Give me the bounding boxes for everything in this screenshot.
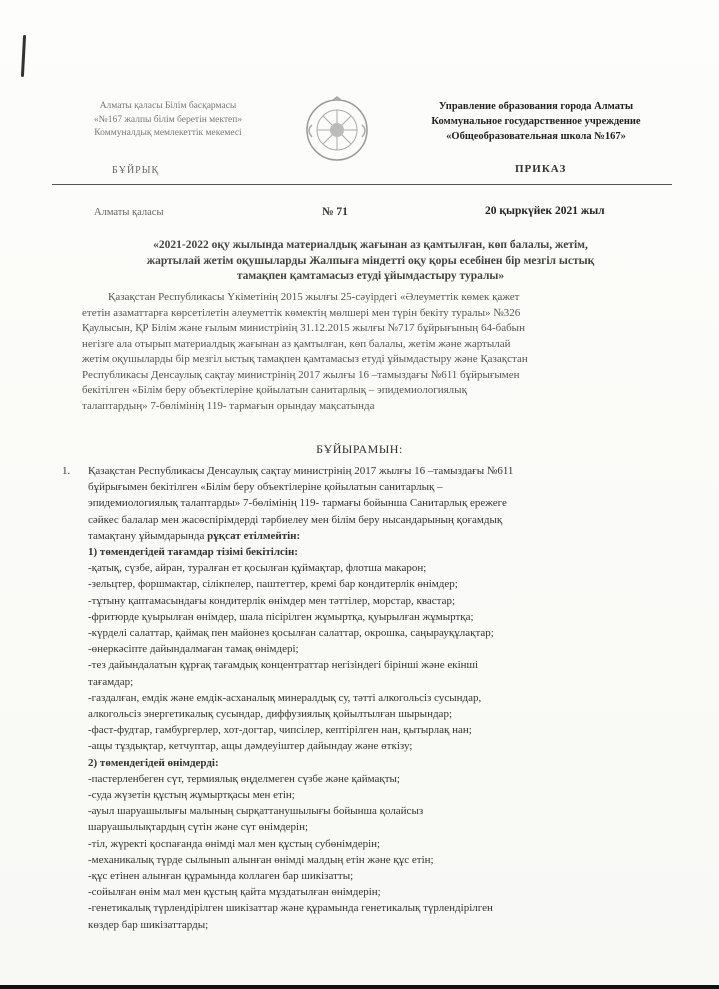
list-item: -суда жүзетін құстың жұмыртқасы мен етін; (88, 789, 295, 802)
order-label-ru: ПРИКАЗ (515, 163, 567, 175)
emphasis-text: рұқсат етілмейтін: (207, 529, 301, 542)
list-item: -газдалған, емдік және емдік-асханалық минералдық су, тәтті алкогольсіз сусындар, (88, 691, 482, 704)
kazakhstan-emblem-icon (302, 95, 372, 165)
list-item: тағамдар; (88, 675, 134, 688)
document-title (78, 238, 663, 285)
list-item: -сойылған өнім мал мен құстың қайта мұздатылған өнімдерін; (88, 886, 381, 899)
list-item: -зельцтер, форшмактар, сілікпелер, паштеттер, кремі бар кондитерлік өнімдер; (88, 578, 458, 591)
handwritten-mark (21, 35, 26, 77)
scan-bottom-edge (0, 985, 719, 989)
preamble-line: ететін азаматтарға көрсетілетін әлеуметтік көмектің мөлшері мен түрін бекіту туралы» №326 (82, 306, 521, 319)
list-item: -ащы тұздықтар, кетчуптар, ащы дәмдеуіштер дайындау және өткізу; (88, 740, 413, 753)
decree-heading: БҰЙЫРАМЫН: (316, 442, 403, 456)
list-item: -тұтыну қаптамасындағы кондитерлік өнімдер мен тәттілер, морстар, квастар; (88, 594, 456, 607)
preamble-line: Қазақстан Республикасы Үкіметінің 2015 жылғы 25-сәуірдегі «Әлеуметтік көмек қажет (108, 291, 520, 303)
header-ru-line: Управление образования города Алматы (438, 101, 634, 112)
list-item: -пастерленбеген сүт, термиялық өңделмеген сүзбе және қаймақты; (88, 772, 400, 785)
preamble-line: бекітілген «Білім беру объектілеріне қойылатын санитарлық – эпидемиологиялық (82, 384, 467, 396)
header-russian (400, 99, 672, 144)
title-line: тамақпен қамтамасыз етуді ұйымдастыру туралы» (236, 270, 505, 282)
header-kz-line: Алматы қаласы Білім басқармасы (99, 101, 237, 111)
header-ru-line: Коммунальное государственное учреждение (431, 116, 641, 127)
preamble-line: талаптардың» 7-бөлімінің 119- тармағын орындау мақсатында (82, 399, 375, 412)
list-item: көздер бар шикізаттарды; (88, 918, 209, 931)
item-1-line: сәйкес балалар мен жасөспірімдерді тәрбиелеу мен білім беру нысандарының қоғамдық (88, 513, 503, 526)
list-item: -тез дайындалатын құрғақ тағамдық концентраттар негізіндегі бірінші және екінші (88, 659, 479, 672)
item-1-line: эпидемиологиялық талаптарды» 7-бөлімінің 119- тармағы бойынша Санитарлық ережеге (88, 497, 507, 510)
list-item: шаруашылықтардың сүтін және сүт өнімдерін; (88, 821, 309, 834)
preamble-line: жетім оқушыларды бір мезгіл ыстық тамақпен қамтамасыз етуді ұйымдастыру және Қазақстан (82, 353, 528, 365)
list-item: -күрделі салаттар, қаймақ пен майонез қосылған салаттар, окрошка, саңырауқұлақтар; (88, 627, 494, 640)
item-number: 1. (62, 465, 71, 477)
list-item: -құс етінен алынған құрамында коллаген бар шикізатты; (88, 870, 354, 883)
order-date: 20 қыркүйек 2021 жыл (485, 205, 605, 217)
list-item: -генетикалық түрлендірілген шикізаттар және құрамында генетикалық түрлендірілген (88, 902, 493, 915)
city: Алматы қаласы (94, 207, 164, 218)
header-ru-line: «Общеобразовательная школа №167» (446, 131, 626, 142)
list-item: -ауыл шаруашылығы малының сырқаттанушылығы бойынша қолайсыз (88, 805, 424, 818)
title-line: «2021-2022 оқу жылында материалдық жағынан аз қамтылған, көп балалы, жетім, (153, 239, 588, 251)
list-item: -өнеркәсіпте дайындалмаған тамақ өнімдері; (88, 643, 299, 656)
title-line: жартылай жетім оқушыларды Жалпыға міндетті оқу қоры есебінен бір мезгіл ыстық (146, 254, 595, 267)
list-item: -фритюрде қуырылған өнімдер, шала пісірілген жұмыртқа, қуырылған жұмыртқа; (88, 610, 474, 623)
item-1-line: 1. Қазақстан Республикасы Денсаулық сақтау министрінің 2017 жылғы 16 –тамыздағы №611 (88, 463, 688, 479)
subsection-1-heading: 1) төмендегідей тағамдар тізімі бекітілсін: (88, 546, 298, 559)
header-kazakh (54, 100, 282, 141)
item-1-line: тамақтану ұйымдарында рұқсат етілмейтін: (88, 529, 301, 542)
header-kz-line: Коммуналдық мемлекеттік мекемесі (94, 128, 242, 138)
preamble-line: Қаулысын, ҚР Білім және ғылым министрінің 31.12.2015 жылғы №717 бұйрығының 64-бабын (82, 322, 525, 334)
list-item: -механикалық түрде сылынып алынған өнімді малдың етін және құс етін; (88, 853, 434, 866)
preamble-line: негізге ала отырып материалдық жағынан аз қамтылған, көп балалы, жетім және жартылай (82, 337, 511, 350)
list-item: -тіл, жүректі қоспағанда өнімді мал мен құстың субөнімдерін; (88, 837, 381, 850)
list-item: -фаст-фудтар, гамбургерлер, хот-догтар, чипсілер, кептірілген нан, қытырлақ нан; (88, 724, 472, 737)
order-label-kz: БҰЙРЫҚ (112, 165, 160, 176)
subsection-2-heading: 2) төмендегідей өнімдерді: (88, 756, 219, 769)
list-item: алкогольсіз энергетикалық сусындар, диффузиялық қойылтылған шырындар; (88, 708, 452, 721)
order-number: № 71 (322, 206, 348, 218)
order-items (62, 463, 688, 933)
header-divider (52, 184, 672, 185)
item-1-line: бұйрығымен бекітілген «Білім беру объектілеріне қойылатын санитарлық – (88, 481, 443, 494)
preamble-line: Республикасы Денсаулық сақтау министрінің 2017 жылғы 16 –тамыздағы №611 бұйрығымен (82, 368, 520, 381)
header-kz-line: «№167 жалпы білім беретін мектеп» (93, 114, 243, 125)
list-item: -қатық, сүзбе, айран, туралған ет қосылған құймақтар, флотша макарон; (88, 562, 427, 575)
preamble (82, 290, 682, 414)
